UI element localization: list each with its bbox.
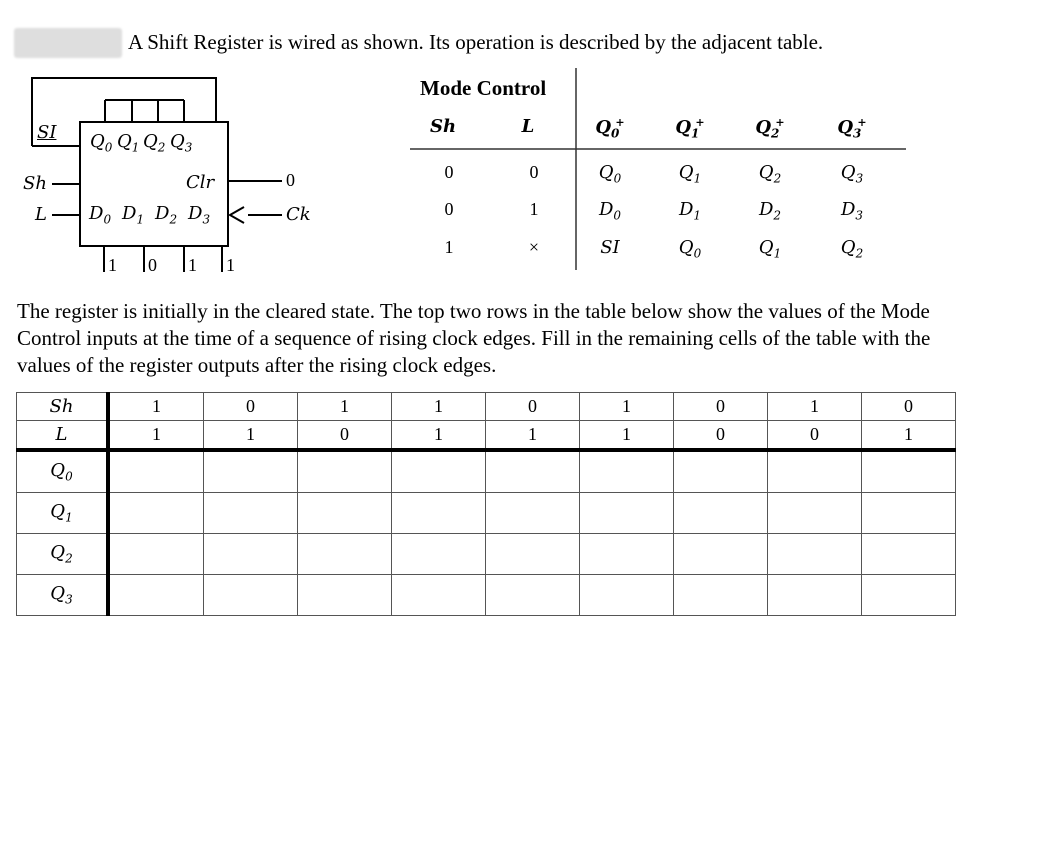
answer-cell[interactable]	[392, 534, 486, 575]
sh-cell: 0	[486, 393, 580, 421]
answer-cell[interactable]	[108, 450, 204, 493]
mode-row-q: $Q_0$	[598, 162, 622, 186]
l-cell: 1	[108, 421, 204, 451]
mode-row-l: 0	[529, 162, 539, 182]
answer-cell[interactable]	[580, 534, 674, 575]
answer-cell[interactable]	[392, 493, 486, 534]
mode-row-q: $D_2$	[758, 199, 782, 223]
mode-row-l: ×	[528, 237, 540, 257]
clr-label: Clr	[186, 172, 215, 193]
mode-row-sh: 0	[444, 162, 454, 182]
sh-cell: 1	[298, 393, 392, 421]
q3-row	[17, 575, 956, 616]
q1-row-label: $Q_1$	[17, 493, 109, 534]
q3-label: $Q_3$	[170, 131, 193, 155]
l-cell: 0	[674, 421, 768, 451]
mode-row-sh: 1	[444, 237, 454, 257]
q2-row	[17, 534, 956, 575]
mode-row-sh: 0	[444, 199, 454, 219]
answer-cell[interactable]	[580, 493, 674, 534]
answer-cell[interactable]	[862, 534, 956, 575]
d3-label: $D_3$	[188, 203, 211, 227]
answer-cell[interactable]	[204, 575, 298, 616]
l-cell: 1	[486, 421, 580, 451]
answer-cell[interactable]	[108, 493, 204, 534]
mode-row-q: SI	[600, 237, 620, 258]
answer-cell[interactable]	[674, 534, 768, 575]
answer-cell[interactable]	[486, 534, 580, 575]
answer-cell[interactable]	[298, 534, 392, 575]
sh-row-label: Sh	[17, 393, 109, 421]
d0-value: 1	[108, 255, 117, 275]
d3-value: 1	[226, 255, 235, 275]
sh-cell: 1	[768, 393, 862, 421]
page-title: A Shift Register is wired as shown. Its operation is described by the adjacent table.	[128, 30, 824, 54]
q2-row-label: $Q_2$	[17, 534, 109, 575]
sh-cell: 0	[204, 393, 298, 421]
clock-triangle	[230, 207, 244, 223]
answer-cell[interactable]	[298, 493, 392, 534]
l-cell: 1	[392, 421, 486, 451]
q0-row	[17, 450, 956, 493]
mode-header-q3: $Q_3^+$	[837, 116, 867, 141]
answer-cell[interactable]	[204, 450, 298, 493]
fill-in-table	[16, 392, 956, 616]
mode-row-l: 1	[529, 199, 539, 219]
sh-cell: 1	[392, 393, 486, 421]
ck-label: Ck	[286, 204, 311, 225]
mode-row-q: $Q_3$	[840, 162, 864, 186]
q2-label: $Q_2$	[143, 131, 166, 155]
mode-header-q0: $Q_0^+$	[595, 116, 625, 141]
answer-cell[interactable]	[862, 493, 956, 534]
mode-row-q: $Q_1$	[678, 162, 702, 186]
answer-cell[interactable]	[486, 450, 580, 493]
sh-cell: 1	[580, 393, 674, 421]
sh-row	[17, 393, 956, 421]
mode-header-sh: Sh	[429, 116, 457, 137]
l-row-label: L	[17, 421, 109, 451]
answer-cell[interactable]	[108, 534, 204, 575]
l-cell: 1	[862, 421, 956, 451]
answer-cell[interactable]	[768, 450, 862, 493]
mode-row-q: $Q_0$	[678, 237, 702, 261]
mode-header-l: L	[521, 116, 535, 137]
answer-cell[interactable]	[392, 575, 486, 616]
answer-cell[interactable]	[298, 575, 392, 616]
answer-cell[interactable]	[768, 575, 862, 616]
answer-cell[interactable]	[392, 450, 486, 493]
l-input-label: L	[35, 204, 47, 225]
q1-row	[17, 493, 956, 534]
answer-cell[interactable]	[580, 450, 674, 493]
l-cell: 0	[768, 421, 862, 451]
answer-cell[interactable]	[674, 575, 768, 616]
mode-row-q: $Q_2$	[840, 237, 864, 261]
answer-cell[interactable]	[674, 450, 768, 493]
d0-label: $D_0$	[89, 203, 112, 227]
q3-row-label: $Q_3$	[17, 575, 109, 616]
mode-control-title: Mode Control	[420, 76, 547, 100]
mode-row-q: $D_0$	[598, 199, 622, 223]
instructions-paragraph: The register is initially in the cleared state. The top two rows in the table below show the values of the Mode Control inputs at the time of a sequence of rising clock edges. Fill in the remaining cells of the table with the values of the register outputs after the rising clock edges.	[17, 299, 931, 377]
answer-cell[interactable]	[580, 575, 674, 616]
d1-value: 0	[148, 255, 157, 275]
q0-row-label: $Q_0$	[17, 450, 109, 493]
mode-header-q1: $Q_1^+$	[675, 116, 705, 141]
mode-row-q: $D_3$	[840, 199, 864, 223]
answer-cell[interactable]	[204, 534, 298, 575]
answer-cell[interactable]	[674, 493, 768, 534]
answer-cell[interactable]	[108, 575, 204, 616]
l-cell: 1	[204, 421, 298, 451]
si-label: SI	[37, 122, 57, 143]
sh-input-label: Sh	[23, 173, 47, 194]
answer-cell[interactable]	[486, 493, 580, 534]
sh-cell: 1	[108, 393, 204, 421]
l-cell: 1	[580, 421, 674, 451]
q0-label: $Q_0$	[90, 131, 113, 155]
mode-row-q: $Q_2$	[758, 162, 782, 186]
clr-value: 0	[286, 170, 295, 190]
mode-header-q2: $Q_2^+$	[755, 116, 785, 141]
l-row	[17, 421, 956, 451]
answer-cell[interactable]	[862, 575, 956, 616]
answer-cell[interactable]	[298, 450, 392, 493]
q1-label: $Q_1$	[117, 131, 140, 155]
mode-row-q: $Q_1$	[758, 237, 782, 261]
answer-cell[interactable]	[768, 493, 862, 534]
d1-label: $D_1$	[122, 203, 145, 227]
mode-row-q: $D_1$	[678, 199, 702, 223]
d2-label: $D_2$	[155, 203, 178, 227]
answer-cell[interactable]	[768, 534, 862, 575]
answer-cell[interactable]	[204, 493, 298, 534]
d2-value: 1	[188, 255, 197, 275]
l-cell: 0	[298, 421, 392, 451]
answer-cell[interactable]	[486, 575, 580, 616]
answer-cell[interactable]	[862, 450, 956, 493]
sh-cell: 0	[862, 393, 956, 421]
sh-cell: 0	[674, 393, 768, 421]
